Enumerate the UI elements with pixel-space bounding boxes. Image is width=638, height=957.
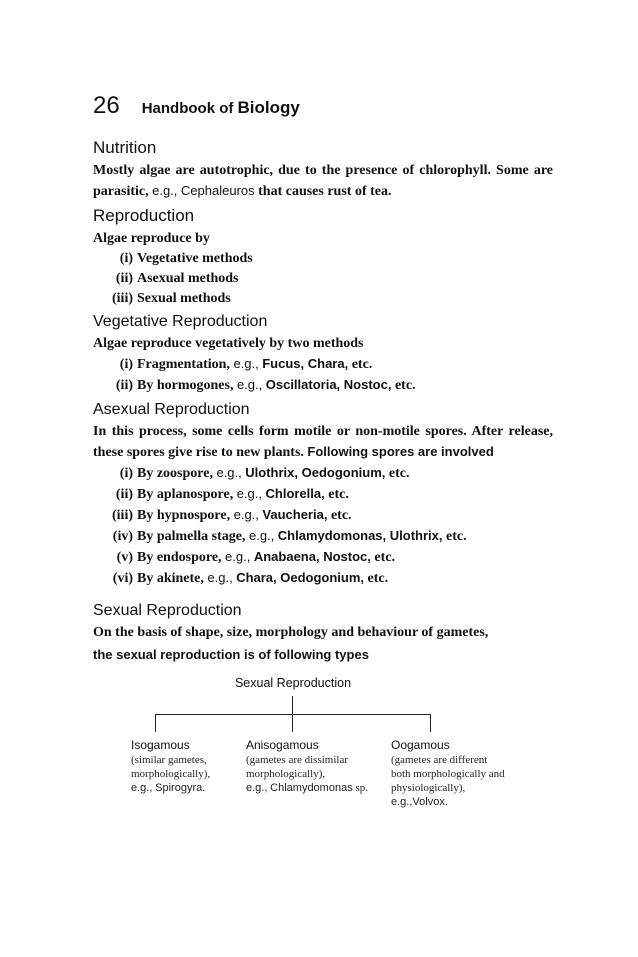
list-label: By zoospore, [137,466,213,481]
node-example: Chlamydomonas [270,782,353,794]
list-item [93,547,553,568]
vegetative-intro: Algae reproduce vegetatively by two methods [93,336,364,351]
branch-line-anisogamous [292,714,293,732]
list-examples: Oscillatoria, Nostoc, [265,377,392,392]
asexual-heading: Asexual Reproduction [93,401,250,418]
reproduction-intro: Algae reproduce by [93,231,210,246]
asexual-list [93,463,553,589]
list-tail: etc. [351,357,373,372]
node-example: Spirogyra. [155,782,206,794]
list-label: By aplanospore, [137,487,234,502]
list-number: (iv) [112,529,133,544]
branch-line-oogamous [430,714,431,732]
list-eg: e.g., [233,356,259,371]
node-tail: sp. [355,782,368,794]
list-text: Vegetative methods [137,251,253,266]
list-number: (iii) [112,508,133,523]
node-desc-line: morphologically), [246,768,326,780]
list-number: (ii) [115,378,133,393]
node-anisogamous [246,737,396,795]
list-label: By akinete, [137,571,204,586]
list-label: Fragmentation, [137,357,230,372]
node-title: Anisogamous [246,738,319,752]
node-title: Isogamous [131,738,190,752]
list-item [93,289,553,309]
list-text: Asexual methods [137,271,239,286]
list-item [93,269,553,289]
asexual-intro-tail: Following spores are involved [307,444,494,459]
sexual-line-2: the sexual reproduction is of following types [93,647,369,662]
nutrition-text-2: that causes rust of tea. [258,184,392,199]
list-number: (i) [119,466,133,481]
sexual-reproduction-diagram [93,676,553,836]
list-item [93,249,553,269]
list-tail: etc. [446,529,467,544]
list-eg: e.g., [236,486,263,501]
list-label: By hormogones, [137,378,234,393]
node-eg: e.g., [246,782,268,794]
node-desc-line: morphologically), [131,768,211,780]
list-eg: e.g., [249,528,275,543]
list-eg: e.g., [207,570,233,585]
list-label: By endospore, [137,550,222,565]
root-connector-line [292,696,293,714]
node-eg: e.g., [391,796,413,808]
list-number: (ii) [115,487,133,502]
list-number: (vi) [112,571,133,586]
list-number: (i) [119,251,133,266]
list-label: By hypnospore, [137,508,231,523]
list-eg: e.g., [236,377,263,392]
list-number: (v) [116,550,133,565]
node-title: Oogamous [391,738,450,752]
list-examples: Ulothrix, Oedogonium, [245,465,386,480]
list-item [93,484,553,505]
list-examples: Vaucheria, [262,507,328,522]
list-examples: Fucus, Chara, [262,356,349,371]
node-oogamous [391,737,541,809]
list-item [93,375,553,396]
list-examples: Chlorella, [265,486,325,501]
reproduction-section [93,206,553,309]
list-tail: etc. [330,508,352,523]
list-tail: etc. [328,487,349,502]
list-eg: e.g., [225,549,251,564]
node-example: Volvox. [412,796,448,808]
nutrition-paragraph [93,161,553,202]
nutrition-section [93,138,553,202]
page-number: 26 [93,92,120,119]
list-number: (iii) [112,291,133,306]
list-tail: etc. [388,466,410,481]
list-label: By palmella stage, [137,529,246,544]
list-tail: etc. [394,378,416,393]
sexual-section [93,602,553,665]
list-item [93,568,553,589]
node-eg: e.g., [131,782,153,794]
nutrition-text-1: Mostly algae are autotrophic, due to the presence of chlorophyll. Some are parasitic, [93,163,553,199]
vegetative-section [93,313,553,396]
branch-horizontal-line [155,714,431,715]
reproduction-heading: Reproduction [93,206,195,225]
reproduction-list [93,249,553,309]
vegetative-heading: Vegetative Reproduction [93,313,268,330]
node-desc-line: (gametes are different [391,754,488,766]
node-desc-line: both morphologically and [391,768,505,780]
list-tail: etc. [367,571,389,586]
nutrition-heading: Nutrition [93,138,157,157]
list-item [93,526,553,547]
sexual-heading: Sexual Reproduction [93,602,242,619]
node-desc-line: (gametes are dissimilar [246,754,349,766]
list-eg: e.g., [216,465,242,480]
branch-line-isogamous [155,714,156,732]
list-examples: Chara, Oedogonium, [236,570,365,585]
asexual-section [93,401,553,589]
list-eg: e.g., [233,507,259,522]
vegetative-list [93,354,553,396]
list-item [93,354,553,375]
diagram-root-label: Sexual Reproduction [234,676,352,690]
book-title-main: Biology [237,98,300,117]
list-item [93,463,553,484]
node-desc-line: physiologically), [391,782,466,794]
node-desc-line: (similar gametes, [131,754,207,766]
list-item [93,505,553,526]
book-title [142,100,300,117]
nutrition-eg: e.g., [152,183,178,198]
asexual-intro-bold: In this process, some cells form motile or non-motile spores. After release, these spores give rise to new plants. [93,424,553,460]
book-title-prefix: Handbook of [141,100,234,117]
list-text: Sexual methods [137,291,231,306]
list-examples: Chlamydomonas, Ulothrix, [277,528,443,543]
list-number: (ii) [115,271,133,286]
asexual-intro [93,422,553,463]
list-tail: etc. [374,550,395,565]
sexual-line-1: On the basis of shape, size, morphology and behaviour of gametes, [93,625,489,640]
nutrition-example: Cephaleuros [180,183,255,198]
list-examples: Anabaena, Nostoc, [253,549,371,564]
page-header [93,92,300,120]
list-number: (i) [119,357,133,372]
